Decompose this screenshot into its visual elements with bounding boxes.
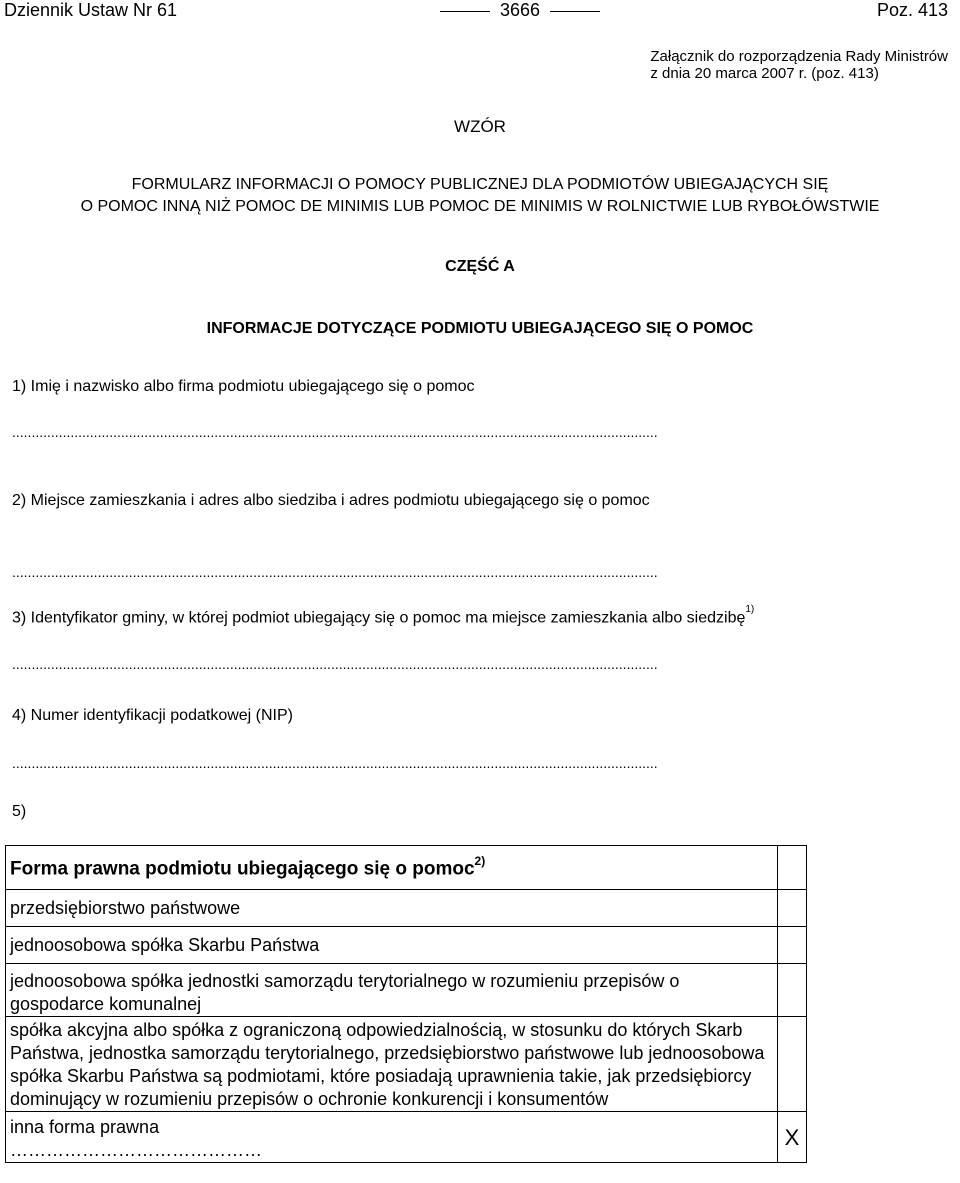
journal-name: Dziennik Ustaw Nr 61: [4, 0, 178, 20]
legal-form-option-row: [6, 1112, 807, 1163]
field-5-label: 5): [12, 803, 27, 820]
option-label: przedsiębiorstwo państwowe: [6, 890, 778, 927]
option-label: inna forma prawna: [10, 1117, 160, 1137]
option-checkbox[interactable]: [778, 964, 807, 1017]
legal-form-option-row: [6, 890, 807, 927]
legal-form-table: [5, 845, 807, 1163]
option-checkbox[interactable]: X: [778, 1112, 807, 1163]
legal-form-option-row: [6, 927, 807, 964]
annex-line-2: z dnia 20 marca 2007 r. (poz. 413): [650, 65, 879, 82]
legal-form-option-row: [6, 1017, 807, 1112]
other-form-input[interactable]: ……………………………………: [10, 1140, 262, 1160]
form-title-line-1: FORMULARZ INFORMACJI O POMOCY PUBLICZNEJ DLA PODMIOTÓW UBIEGAJĄCYCH SIĘ: [131, 176, 829, 193]
field-3-label-text: 3) Identyfikator gminy, w której podmiot ubiegający się o pomoc ma miejsce zamieszkania albo siedzibę: [12, 609, 746, 627]
field-2-input[interactable]: ......................................................................................................................................................................: [12, 564, 658, 580]
field-3-label: [12, 604, 755, 627]
option-label: spółka akcyjna albo spółka z ograniczoną odpowiedzialnością, w stosunku do których Skarb Państwa, jednostka samorządu terytorialnego, przedsiębiorstwo państwowe lub jednoosobowa spółka Skarbu Państwa są podmiotami, które posiadają uprawnienia takie, jak przedsiębiorcy dominujący w rozumieniu przepisów o ochronie konkurencji i konsumentów: [6, 1017, 778, 1112]
option-label-other: [6, 1112, 778, 1163]
legal-form-header-text: Forma prawna podmiotu ubiegającego się o pomoc: [10, 858, 475, 880]
form-title: [0, 174, 960, 218]
field-3-footnote: 1): [745, 604, 755, 615]
page-number: [430, 0, 610, 21]
option-checkbox[interactable]: [778, 890, 807, 927]
field-3-input[interactable]: ......................................................................................................................................................................: [12, 656, 658, 672]
option-checkbox[interactable]: [778, 1017, 807, 1112]
field-1-label: 1) Imię i nazwisko albo firma podmiotu ubiegającego się o pomoc: [12, 378, 475, 395]
legal-form-header-box: [778, 846, 807, 890]
annex-line-1: Załącznik do rozporządzenia Rady Ministrów: [650, 48, 948, 65]
page-number-text: 3666: [500, 0, 541, 20]
position-label: Poz. 413: [876, 0, 948, 20]
part-heading: CZĘŚĆ A: [445, 258, 515, 275]
legal-form-header-footnote: 2): [474, 854, 486, 868]
option-checkbox[interactable]: [778, 927, 807, 964]
field-4-label: 4) Numer identyfikacji podatkowej (NIP): [12, 707, 293, 724]
dash-right: [550, 11, 600, 12]
legal-form-header-row: [6, 846, 807, 890]
dash-left: [440, 11, 490, 12]
wzor-heading: WZÓR: [454, 117, 506, 136]
legal-form-header: [6, 846, 778, 890]
field-1-input[interactable]: ......................................................................................................................................................................: [12, 424, 658, 440]
field-4-input[interactable]: ......................................................................................................................................................................: [12, 755, 658, 771]
legal-form-option-row: [6, 964, 807, 1017]
form-title-line-2: O POMOC INNĄ NIŻ POMOC DE MINIMIS LUB POMOC DE MINIMIS W ROLNICTWIE LUB RYBOŁÓWSTWIE: [80, 198, 880, 215]
annex-note: [650, 48, 948, 82]
option-label: jednoosobowa spółka jednostki samorządu terytorialnego w rozumieniu przepisów o gospodarce komunalnej: [6, 964, 778, 1017]
section-heading: INFORMACJE DOTYCZĄCE PODMIOTU UBIEGAJĄCEGO SIĘ O POMOC: [206, 320, 754, 337]
field-2-label: 2) Miejsce zamieszkania i adres albo siedziba i adres podmiotu ubiegającego się o pomoc: [12, 492, 650, 509]
option-label: jednoosobowa spółka Skarbu Państwa: [6, 927, 778, 964]
